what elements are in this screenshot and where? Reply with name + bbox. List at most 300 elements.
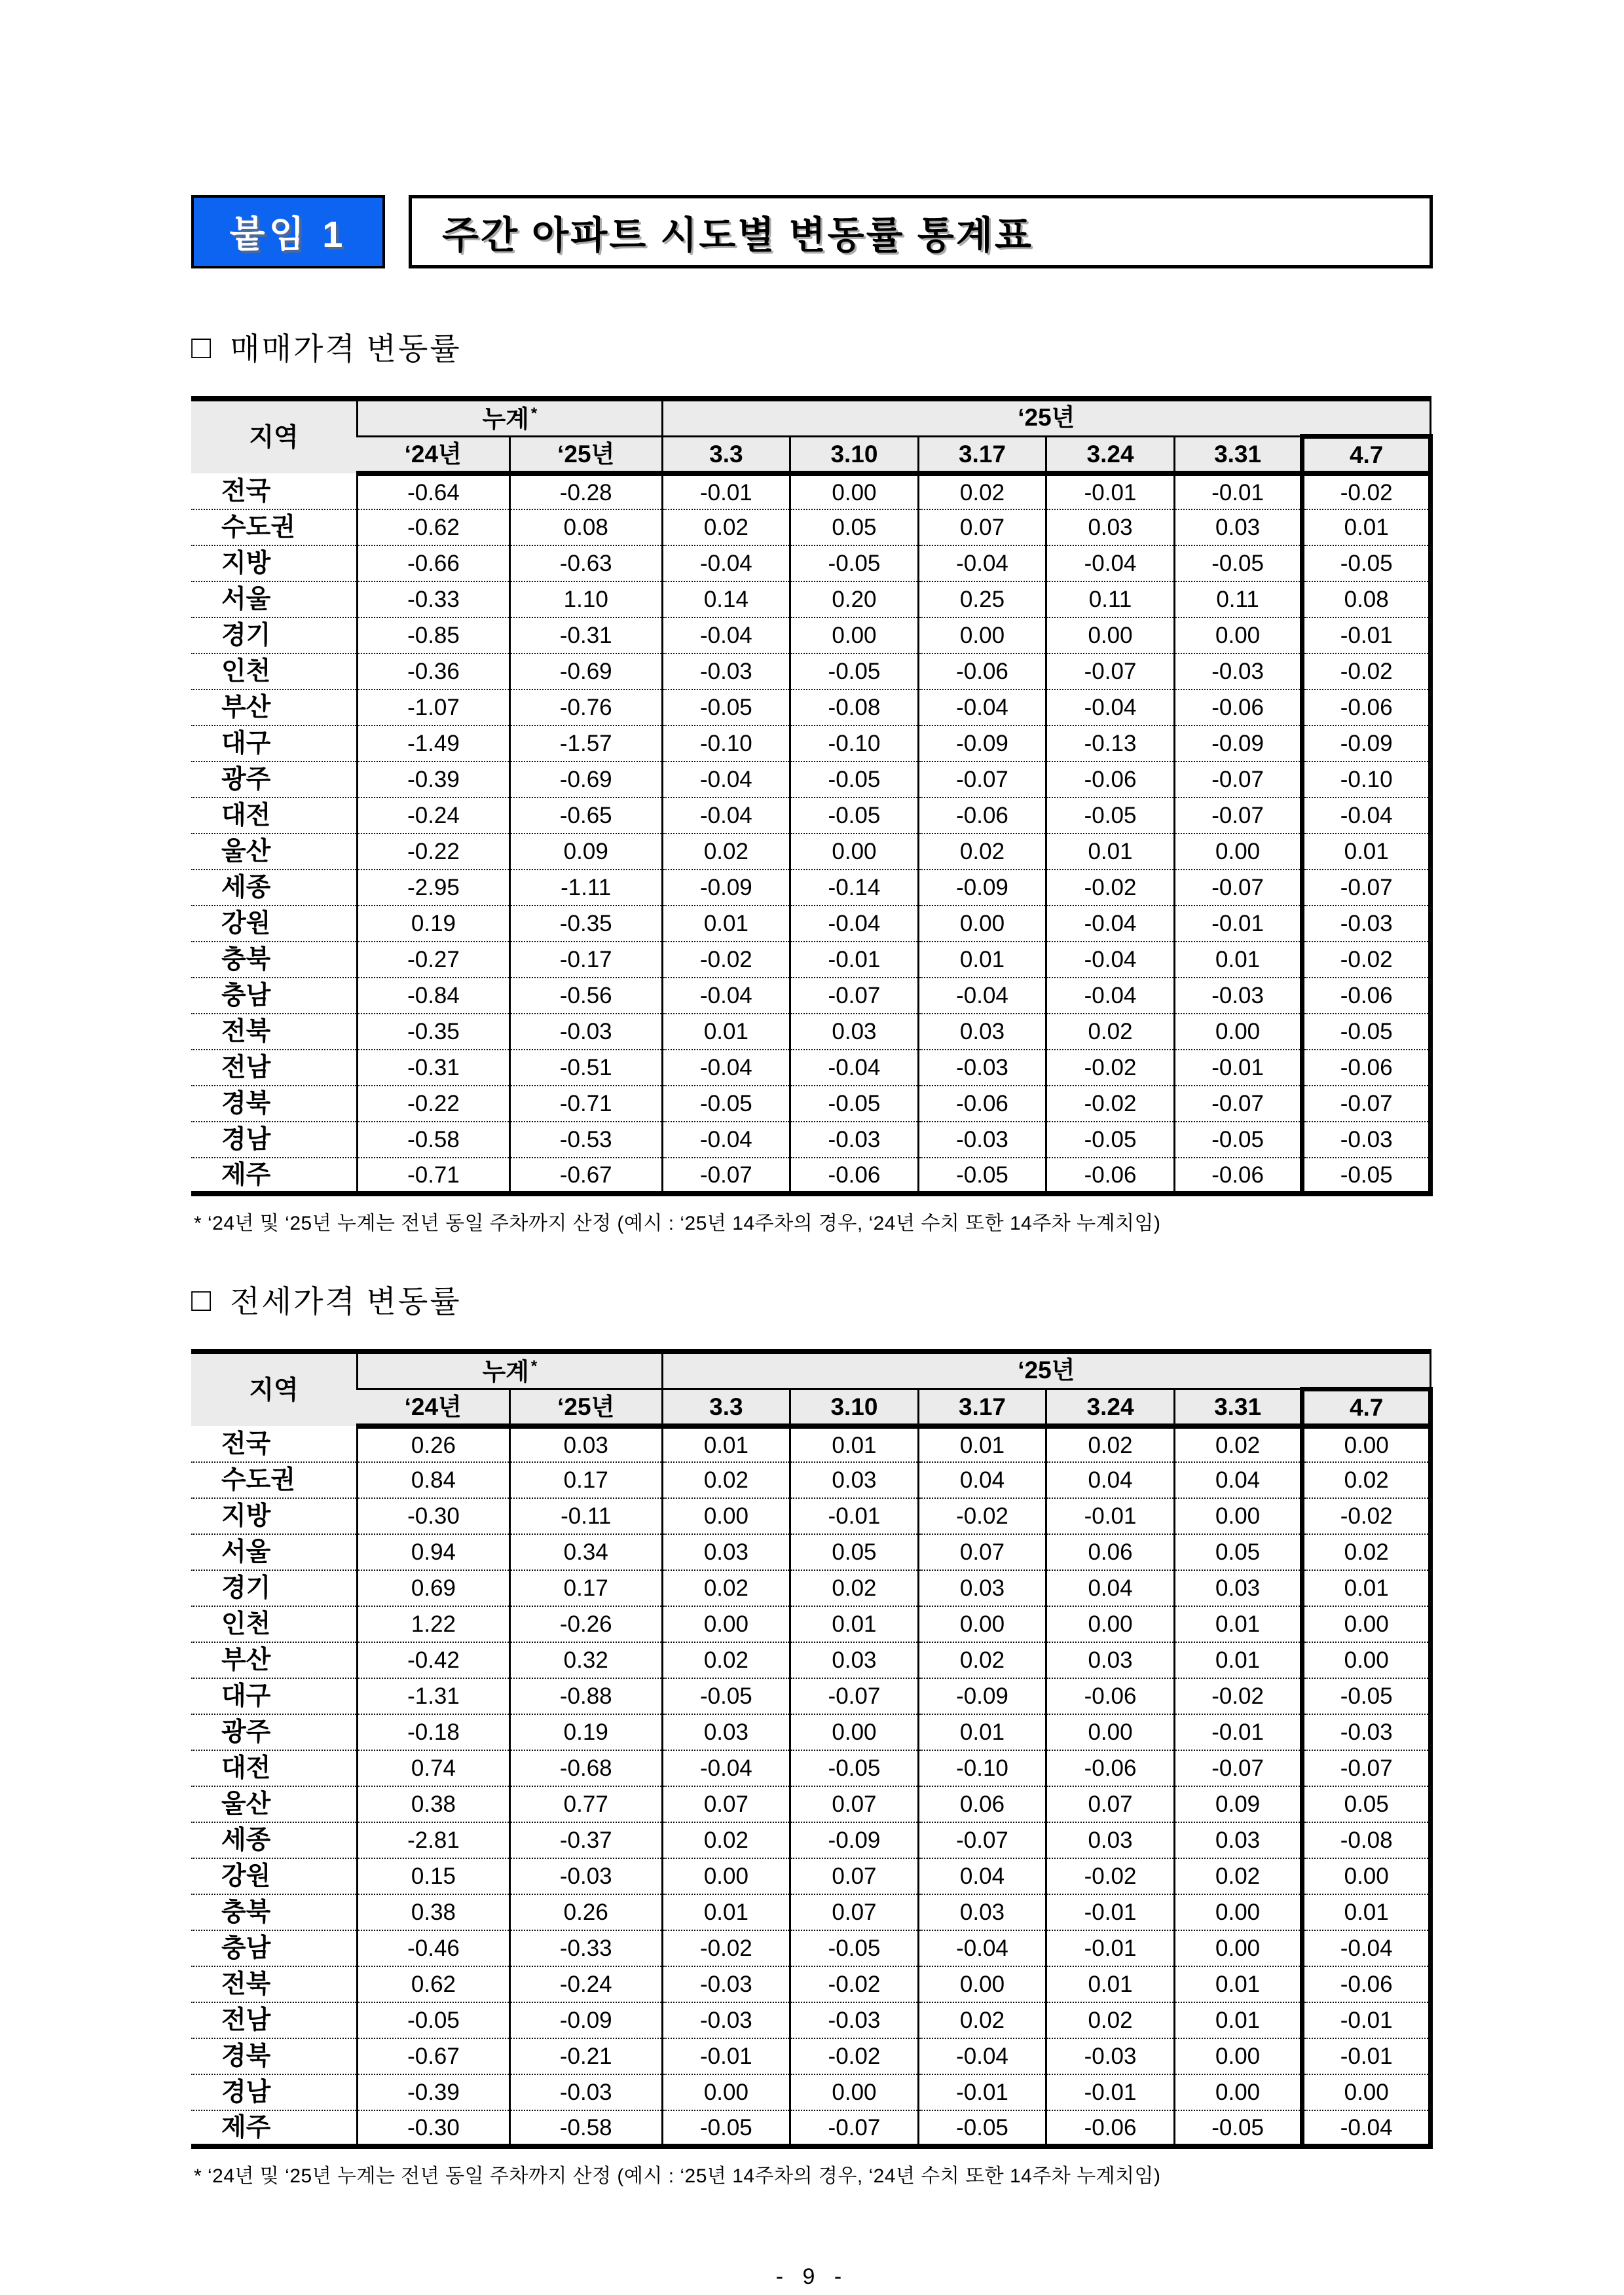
value-cell: 0.01 — [1174, 942, 1302, 978]
value-cell: -0.04 — [662, 617, 790, 653]
value-cell: -0.10 — [790, 725, 919, 762]
value-cell: 0.84 — [358, 1462, 510, 1498]
value-cell: -0.07 — [1174, 1086, 1302, 1122]
value-cell: 0.01 — [1046, 1966, 1175, 2002]
value-cell: -0.06 — [1046, 2110, 1175, 2146]
value-cell: 0.69 — [358, 1570, 510, 1606]
value-cell: -0.01 — [1302, 2002, 1431, 2038]
value-cell: 0.25 — [918, 581, 1046, 617]
value-cell: 0.00 — [790, 2074, 919, 2110]
region-cell: 광주 — [191, 762, 358, 798]
value-cell: -0.04 — [918, 545, 1046, 581]
value-cell: -0.02 — [790, 2038, 919, 2074]
col-header-2024: ‘24년 — [358, 1389, 510, 1426]
value-cell: 0.09 — [509, 834, 662, 870]
value-cell: -1.57 — [509, 725, 662, 762]
value-cell: 0.00 — [1302, 1858, 1431, 1894]
value-cell: -2.81 — [358, 1822, 510, 1858]
jeonse-table-header — [191, 1351, 1431, 1426]
value-cell: -0.01 — [1046, 1894, 1175, 1930]
col-header-2025: ‘25년 — [509, 436, 662, 473]
value-cell: -0.04 — [1046, 942, 1175, 978]
region-cell: 지방 — [191, 1498, 358, 1534]
region-cell: 서울 — [191, 1534, 358, 1570]
footnote-sales: * ‘24년 및 ‘25년 누계는 전년 동일 주차까지 산정 (예시 : ‘25년 14주차의 경우, ‘24년 수치 또한 14주차 누계치임) — [194, 1213, 1161, 1234]
region-cell: 경남 — [191, 1122, 358, 1158]
table-row — [191, 581, 1431, 617]
value-cell: -0.64 — [358, 473, 510, 509]
region-cell: 충남 — [191, 978, 358, 1014]
value-cell: -0.06 — [1046, 1750, 1175, 1786]
value-cell: 0.03 — [1046, 1642, 1175, 1678]
value-cell: 0.32 — [509, 1642, 662, 1678]
value-cell: 0.19 — [358, 906, 510, 942]
value-cell: 0.03 — [509, 1426, 662, 1462]
table-row — [191, 2002, 1431, 2038]
value-cell: -0.03 — [509, 1014, 662, 1050]
table-row — [191, 1966, 1431, 2002]
col-header-week: 3.3 — [662, 1389, 790, 1426]
value-cell: 0.03 — [662, 1534, 790, 1570]
col-header-2025: ‘25년 — [509, 1389, 662, 1426]
value-cell: -0.04 — [662, 1122, 790, 1158]
value-cell: 0.00 — [790, 617, 919, 653]
value-cell: -0.84 — [358, 978, 510, 1014]
value-cell: 0.38 — [358, 1894, 510, 1930]
value-cell: -0.09 — [1302, 725, 1431, 762]
value-cell: 0.02 — [1302, 1462, 1431, 1498]
value-cell: 0.02 — [790, 1570, 919, 1606]
col-header-cumulative — [358, 399, 663, 436]
value-cell: -0.35 — [358, 1014, 510, 1050]
value-cell: 0.02 — [918, 2002, 1046, 2038]
value-cell: 1.10 — [509, 581, 662, 617]
value-cell: -0.04 — [662, 1750, 790, 1786]
region-cell: 서울 — [191, 581, 358, 617]
value-cell: 0.00 — [790, 834, 919, 870]
value-cell: -0.04 — [918, 2038, 1046, 2074]
section-heading-sales — [191, 325, 1433, 369]
page-header — [191, 0, 1433, 268]
value-cell: 0.17 — [509, 1570, 662, 1606]
value-cell: -0.46 — [358, 1930, 510, 1966]
value-cell: -0.06 — [1302, 1050, 1431, 1086]
value-cell: -0.01 — [790, 1498, 919, 1534]
value-cell: -0.09 — [790, 1822, 919, 1858]
value-cell: -0.06 — [1302, 689, 1431, 725]
value-cell: -0.01 — [1174, 906, 1302, 942]
value-cell: -0.06 — [1174, 689, 1302, 725]
table-row — [191, 1014, 1431, 1050]
section-heading-sales-label: 매매가격 변동률 — [230, 333, 462, 367]
value-cell: 0.00 — [662, 1498, 790, 1534]
value-cell: 0.07 — [1046, 1786, 1175, 1822]
value-cell: -0.01 — [1302, 617, 1431, 653]
value-cell: 0.02 — [918, 834, 1046, 870]
region-cell: 충남 — [191, 1930, 358, 1966]
value-cell: -0.07 — [1174, 1750, 1302, 1786]
value-cell: 0.00 — [1174, 1498, 1302, 1534]
value-cell: -0.05 — [1302, 1678, 1431, 1714]
value-cell: -0.07 — [1174, 798, 1302, 834]
value-cell: 0.00 — [918, 617, 1046, 653]
value-cell: 0.02 — [918, 1642, 1046, 1678]
value-cell: 0.04 — [1174, 1462, 1302, 1498]
col-header-week: 3.10 — [790, 436, 919, 473]
value-cell: -0.04 — [1046, 545, 1175, 581]
value-cell: 0.34 — [509, 1534, 662, 1570]
region-cell: 전북 — [191, 1014, 358, 1050]
value-cell: -0.04 — [1302, 2110, 1431, 2146]
table-row — [191, 1930, 1431, 1966]
value-cell: -0.05 — [1174, 1122, 1302, 1158]
value-cell: -0.30 — [358, 2110, 510, 2146]
value-cell: -0.05 — [790, 653, 919, 689]
value-cell: -0.02 — [1046, 1858, 1175, 1894]
value-cell: -0.01 — [1174, 473, 1302, 509]
col-header-week: 3.10 — [790, 1389, 919, 1426]
value-cell: 0.00 — [1046, 1714, 1175, 1750]
value-cell: -0.05 — [1302, 1014, 1431, 1050]
value-cell: 0.00 — [790, 473, 919, 509]
value-cell: -0.27 — [358, 942, 510, 978]
region-cell: 부산 — [191, 689, 358, 725]
value-cell: 0.01 — [1302, 834, 1431, 870]
value-cell: 0.04 — [918, 1858, 1046, 1894]
value-cell: -0.76 — [509, 689, 662, 725]
value-cell: 0.06 — [1046, 1534, 1175, 1570]
value-cell: -0.58 — [509, 2110, 662, 2146]
value-cell: 0.02 — [662, 1822, 790, 1858]
value-cell: 0.03 — [1174, 1570, 1302, 1606]
value-cell: 0.74 — [358, 1750, 510, 1786]
table-row — [191, 545, 1431, 581]
value-cell: -0.30 — [358, 1498, 510, 1534]
value-cell: -0.01 — [662, 2038, 790, 2074]
table-row — [191, 834, 1431, 870]
value-cell: -0.01 — [1174, 1714, 1302, 1750]
value-cell: -0.05 — [662, 1678, 790, 1714]
value-cell: -0.62 — [358, 509, 510, 545]
value-cell: -0.04 — [662, 762, 790, 798]
value-cell: -1.49 — [358, 725, 510, 762]
value-cell: 0.05 — [1302, 1786, 1431, 1822]
value-cell: -0.05 — [662, 1086, 790, 1122]
value-cell: -0.02 — [1302, 473, 1431, 509]
footnote-jeonse: * ‘24년 및 ‘25년 누계는 전년 동일 주차까지 산정 (예시 : ‘25년 14주차의 경우, ‘24년 수치 또한 14주차 누계치임) — [194, 2165, 1161, 2187]
value-cell: 0.07 — [790, 1894, 919, 1930]
value-cell: -0.03 — [1302, 1714, 1431, 1750]
value-cell: 0.19 — [509, 1714, 662, 1750]
col-header-region: 지역 — [191, 1351, 358, 1426]
col-header-cumulative — [358, 1351, 663, 1389]
value-cell: 0.04 — [1046, 1570, 1175, 1606]
region-cell: 대구 — [191, 1678, 358, 1714]
value-cell: -0.10 — [1302, 762, 1431, 798]
region-cell: 경남 — [191, 2074, 358, 2110]
value-cell: 0.15 — [358, 1858, 510, 1894]
value-cell: -0.08 — [790, 689, 919, 725]
region-cell: 경기 — [191, 617, 358, 653]
value-cell: -0.85 — [358, 617, 510, 653]
value-cell: -0.03 — [1174, 653, 1302, 689]
value-cell: -0.28 — [509, 473, 662, 509]
value-cell: 0.00 — [1302, 1642, 1431, 1678]
table-row — [191, 2038, 1431, 2074]
value-cell: -0.05 — [790, 1930, 919, 1966]
value-cell: 0.03 — [662, 1714, 790, 1750]
value-cell: -0.05 — [662, 2110, 790, 2146]
table-row — [191, 653, 1431, 689]
region-cell: 대전 — [191, 1750, 358, 1786]
value-cell: -0.02 — [790, 1966, 919, 2002]
value-cell: -0.06 — [1174, 1158, 1302, 1194]
region-cell: 전국 — [221, 1429, 271, 1458]
value-cell: -0.02 — [662, 1930, 790, 1966]
value-cell: -0.33 — [509, 1930, 662, 1966]
col-header-week: 3.31 — [1174, 1389, 1302, 1426]
col-header-2024: ‘24년 — [358, 436, 510, 473]
value-cell: 0.01 — [662, 1894, 790, 1930]
value-cell: -0.39 — [358, 762, 510, 798]
value-cell: -0.03 — [1302, 1122, 1431, 1158]
value-cell: 0.11 — [1046, 581, 1175, 617]
value-cell: -2.95 — [358, 870, 510, 906]
value-cell: 0.08 — [509, 509, 662, 545]
value-cell: -0.06 — [790, 1158, 919, 1194]
value-cell: 0.00 — [918, 1606, 1046, 1642]
value-cell: 0.00 — [1174, 2038, 1302, 2074]
value-cell: 0.00 — [1174, 617, 1302, 653]
value-cell: -0.04 — [918, 1930, 1046, 1966]
table-row — [191, 870, 1431, 906]
region-cell: 충북 — [191, 1894, 358, 1930]
value-cell: 0.03 — [1174, 1822, 1302, 1858]
value-cell: 0.00 — [1174, 834, 1302, 870]
value-cell: -0.07 — [790, 978, 919, 1014]
value-cell: -0.67 — [509, 1158, 662, 1194]
table-row — [191, 1822, 1431, 1858]
value-cell: -0.24 — [509, 1966, 662, 2002]
value-cell: -0.09 — [918, 1678, 1046, 1714]
value-cell: -0.31 — [509, 617, 662, 653]
region-cell: 수도권 — [191, 509, 358, 545]
value-cell: -0.36 — [358, 653, 510, 689]
region-cell: 부산 — [191, 1642, 358, 1678]
value-cell: 0.94 — [358, 1534, 510, 1570]
value-cell: -0.04 — [662, 798, 790, 834]
col-header-2025-group: ‘25년 — [662, 399, 1430, 436]
value-cell: -0.04 — [662, 545, 790, 581]
value-cell: -0.07 — [1302, 870, 1431, 906]
value-cell: 0.03 — [790, 1642, 919, 1678]
region-cell: 전북 — [191, 1966, 358, 2002]
value-cell: 0.02 — [662, 509, 790, 545]
value-cell: -0.05 — [790, 545, 919, 581]
value-cell: -0.03 — [509, 2074, 662, 2110]
table-row — [191, 1750, 1431, 1786]
value-cell: -0.03 — [918, 1050, 1046, 1086]
value-cell: 0.00 — [1174, 1014, 1302, 1050]
value-cell: -0.03 — [662, 1966, 790, 2002]
region-cell: 강원 — [191, 906, 358, 942]
value-cell: -0.69 — [509, 762, 662, 798]
value-cell: -0.03 — [918, 1122, 1046, 1158]
value-cell: 0.00 — [1302, 1426, 1431, 1462]
value-cell: -1.07 — [358, 689, 510, 725]
region-cell: 인천 — [191, 653, 358, 689]
value-cell: -0.10 — [662, 725, 790, 762]
value-cell: 0.01 — [1046, 834, 1175, 870]
value-cell: 0.01 — [918, 942, 1046, 978]
jeonse-table-body — [191, 1426, 1431, 2146]
value-cell: -0.26 — [509, 1606, 662, 1642]
value-cell: -0.07 — [918, 1822, 1046, 1858]
value-cell: -0.05 — [1046, 1122, 1175, 1158]
value-cell: 0.05 — [790, 509, 919, 545]
value-cell: 0.09 — [1174, 1786, 1302, 1822]
value-cell: -0.07 — [918, 762, 1046, 798]
table-row — [191, 1426, 1431, 1462]
value-cell: 0.08 — [1302, 581, 1431, 617]
value-cell: -0.69 — [509, 653, 662, 689]
jeonse-price-table — [191, 1349, 1433, 2149]
region-cell: 지방 — [191, 545, 358, 581]
value-cell: -0.67 — [358, 2038, 510, 2074]
value-cell: -0.01 — [662, 473, 790, 509]
region-cell: 대전 — [191, 798, 358, 834]
value-cell: -0.06 — [1302, 1966, 1431, 2002]
table-row — [191, 1714, 1431, 1750]
value-cell: 0.01 — [1174, 1966, 1302, 2002]
value-cell: 0.01 — [1174, 2002, 1302, 2038]
value-cell: -0.07 — [1302, 1086, 1431, 1122]
value-cell: 0.04 — [918, 1462, 1046, 1498]
value-cell: 0.01 — [918, 1426, 1046, 1462]
value-cell: -0.07 — [1046, 653, 1175, 689]
region-cell: 경기 — [191, 1570, 358, 1606]
value-cell: -0.07 — [1302, 1750, 1431, 1786]
value-cell: -0.06 — [1046, 762, 1175, 798]
region-cell: 세종 — [191, 870, 358, 906]
value-cell: -0.06 — [918, 1086, 1046, 1122]
value-cell: 0.05 — [1174, 1534, 1302, 1570]
value-cell: 0.03 — [918, 1570, 1046, 1606]
value-cell: 0.07 — [662, 1786, 790, 1822]
table-row — [191, 762, 1431, 798]
table-row — [191, 1606, 1431, 1642]
value-cell: -0.05 — [358, 2002, 510, 2038]
value-cell: -0.10 — [918, 1750, 1046, 1786]
square-bullet-icon: □ — [191, 1281, 213, 1318]
value-cell: -0.02 — [662, 942, 790, 978]
value-cell: 0.20 — [790, 581, 919, 617]
value-cell: -0.07 — [790, 2110, 919, 2146]
value-cell: 0.01 — [662, 906, 790, 942]
table-row — [191, 942, 1431, 978]
value-cell: 0.02 — [1046, 1426, 1175, 1462]
value-cell: 1.22 — [358, 1606, 510, 1642]
col-header-week: 3.31 — [1174, 436, 1302, 473]
col-header-week-latest: 4.7 — [1302, 436, 1431, 473]
sales-table-body — [191, 473, 1431, 1194]
value-cell: 0.03 — [1174, 509, 1302, 545]
value-cell: 0.38 — [358, 1786, 510, 1822]
value-cell: -0.01 — [918, 2074, 1046, 2110]
table-row — [191, 1858, 1431, 1894]
region-cell: 세종 — [191, 1822, 358, 1858]
value-cell: -0.05 — [1046, 798, 1175, 834]
value-cell: -0.01 — [1046, 473, 1175, 509]
value-cell: -0.04 — [1302, 798, 1431, 834]
region-cell: 충북 — [191, 942, 358, 978]
value-cell: -0.08 — [1302, 1822, 1431, 1858]
value-cell: 0.07 — [918, 509, 1046, 545]
value-cell: 0.62 — [358, 1966, 510, 2002]
col-header-2025-group: ‘25년 — [662, 1351, 1430, 1389]
value-cell: 0.77 — [509, 1786, 662, 1822]
table-row — [191, 1678, 1431, 1714]
value-cell: 0.00 — [1174, 1930, 1302, 1966]
value-cell: -0.02 — [1046, 1050, 1175, 1086]
value-cell: 0.02 — [918, 473, 1046, 509]
value-cell: -0.03 — [662, 2002, 790, 2038]
footnote-marker: * — [530, 404, 538, 422]
value-cell: -0.63 — [509, 545, 662, 581]
value-cell: 0.01 — [662, 1426, 790, 1462]
value-cell: -0.65 — [509, 798, 662, 834]
value-cell: -0.07 — [1174, 870, 1302, 906]
value-cell: -0.06 — [1046, 1158, 1175, 1194]
value-cell: 0.01 — [1174, 1642, 1302, 1678]
value-cell: -0.03 — [790, 1122, 919, 1158]
table-row — [191, 1122, 1431, 1158]
value-cell: -0.07 — [1174, 762, 1302, 798]
value-cell: -0.05 — [790, 1086, 919, 1122]
value-cell: -0.05 — [790, 762, 919, 798]
region-cell: 전남 — [191, 1050, 358, 1086]
value-cell: 0.01 — [790, 1426, 919, 1462]
value-cell: -0.05 — [1302, 1158, 1431, 1194]
table-row — [191, 617, 1431, 653]
region-cell: 울산 — [191, 1786, 358, 1822]
value-cell: -0.07 — [662, 1158, 790, 1194]
region-cell: 대구 — [191, 725, 358, 762]
value-cell: -0.01 — [1302, 2038, 1431, 2074]
table-row — [191, 1534, 1431, 1570]
cumulative-label: 누계 — [482, 1357, 529, 1385]
value-cell: -0.05 — [1302, 545, 1431, 581]
value-cell: -0.37 — [509, 1822, 662, 1858]
value-cell: 0.00 — [918, 1966, 1046, 2002]
value-cell: -0.66 — [358, 545, 510, 581]
value-cell: 0.01 — [1302, 509, 1431, 545]
value-cell: 0.01 — [918, 1714, 1046, 1750]
value-cell: 0.02 — [662, 834, 790, 870]
value-cell: 0.02 — [1046, 2002, 1175, 2038]
value-cell: -0.02 — [1174, 1678, 1302, 1714]
value-cell: -0.04 — [1046, 978, 1175, 1014]
value-cell: 0.00 — [662, 2074, 790, 2110]
value-cell: 0.00 — [662, 1858, 790, 1894]
value-cell: 0.01 — [1302, 1570, 1431, 1606]
value-cell: -0.71 — [509, 1086, 662, 1122]
table-row — [191, 1086, 1431, 1122]
value-cell: 0.26 — [358, 1426, 510, 1462]
value-cell: -0.03 — [1046, 2038, 1175, 2074]
table-row — [191, 1050, 1431, 1086]
region-cell: 수도권 — [191, 1462, 358, 1498]
